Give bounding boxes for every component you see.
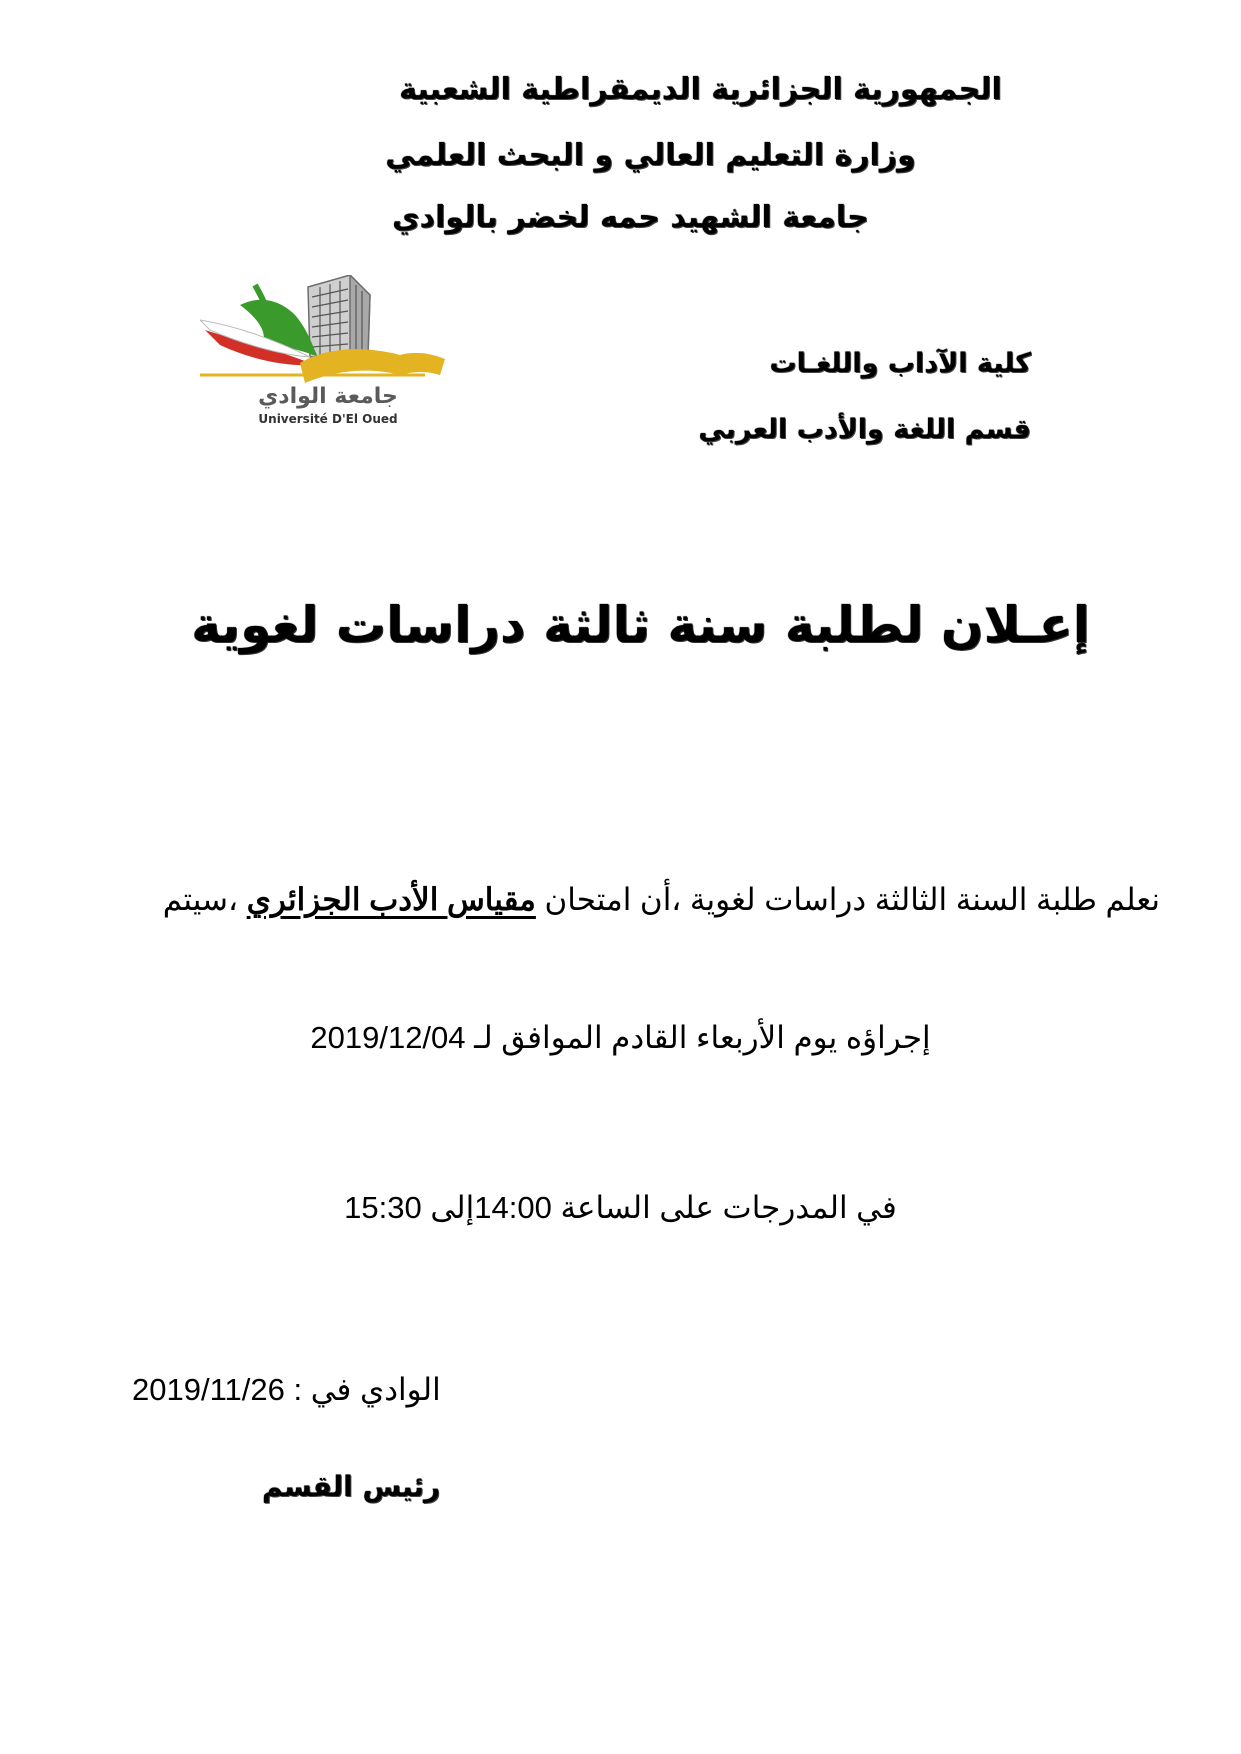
line1-intro: نعلم طلبة السنة الثالثة دراسات لغوية ،أن امتحان [544, 882, 1160, 917]
line1-end: ،سيتم [162, 882, 239, 917]
logo-latin-text: Université D'El Oued [258, 412, 398, 426]
header-country: الجمهورية الجزائرية الديمقراطية الشعبية [399, 72, 1002, 107]
faculty-name: كلية الآداب واللغـات [769, 348, 1031, 379]
place-date: الوادي في : 2019/11/26 [132, 1372, 441, 1407]
announcement-title [0, 596, 1241, 654]
announcement-line-1 [120, 882, 1160, 918]
building-icon [308, 275, 370, 357]
header-university: جامعة الشهيد حمه لخضر بالوادي [392, 200, 869, 235]
announcement-title-text: إعـلان لطلبة سنة ثالثة دراسات لغوية [191, 596, 1090, 654]
signature-title: رئيس القسم [262, 1470, 441, 1503]
announcement-line-3: في المدرجات على الساعة 14:00إلى 15:30 [344, 1190, 897, 1225]
exam-subject: مقياس الأدب الجزائري [246, 882, 536, 917]
announcement-line-2: إجراؤه يوم الأربعاء القادم الموافق لـ 2019/12/04 [310, 1020, 931, 1055]
logo-arabic-text: جامعة الوادي [258, 384, 398, 409]
department-name: قسم اللغة والأدب العربي [698, 414, 1031, 445]
header-ministry: وزارة التعليم العالي و البحث العلمي [385, 138, 916, 173]
university-logo [200, 275, 455, 430]
